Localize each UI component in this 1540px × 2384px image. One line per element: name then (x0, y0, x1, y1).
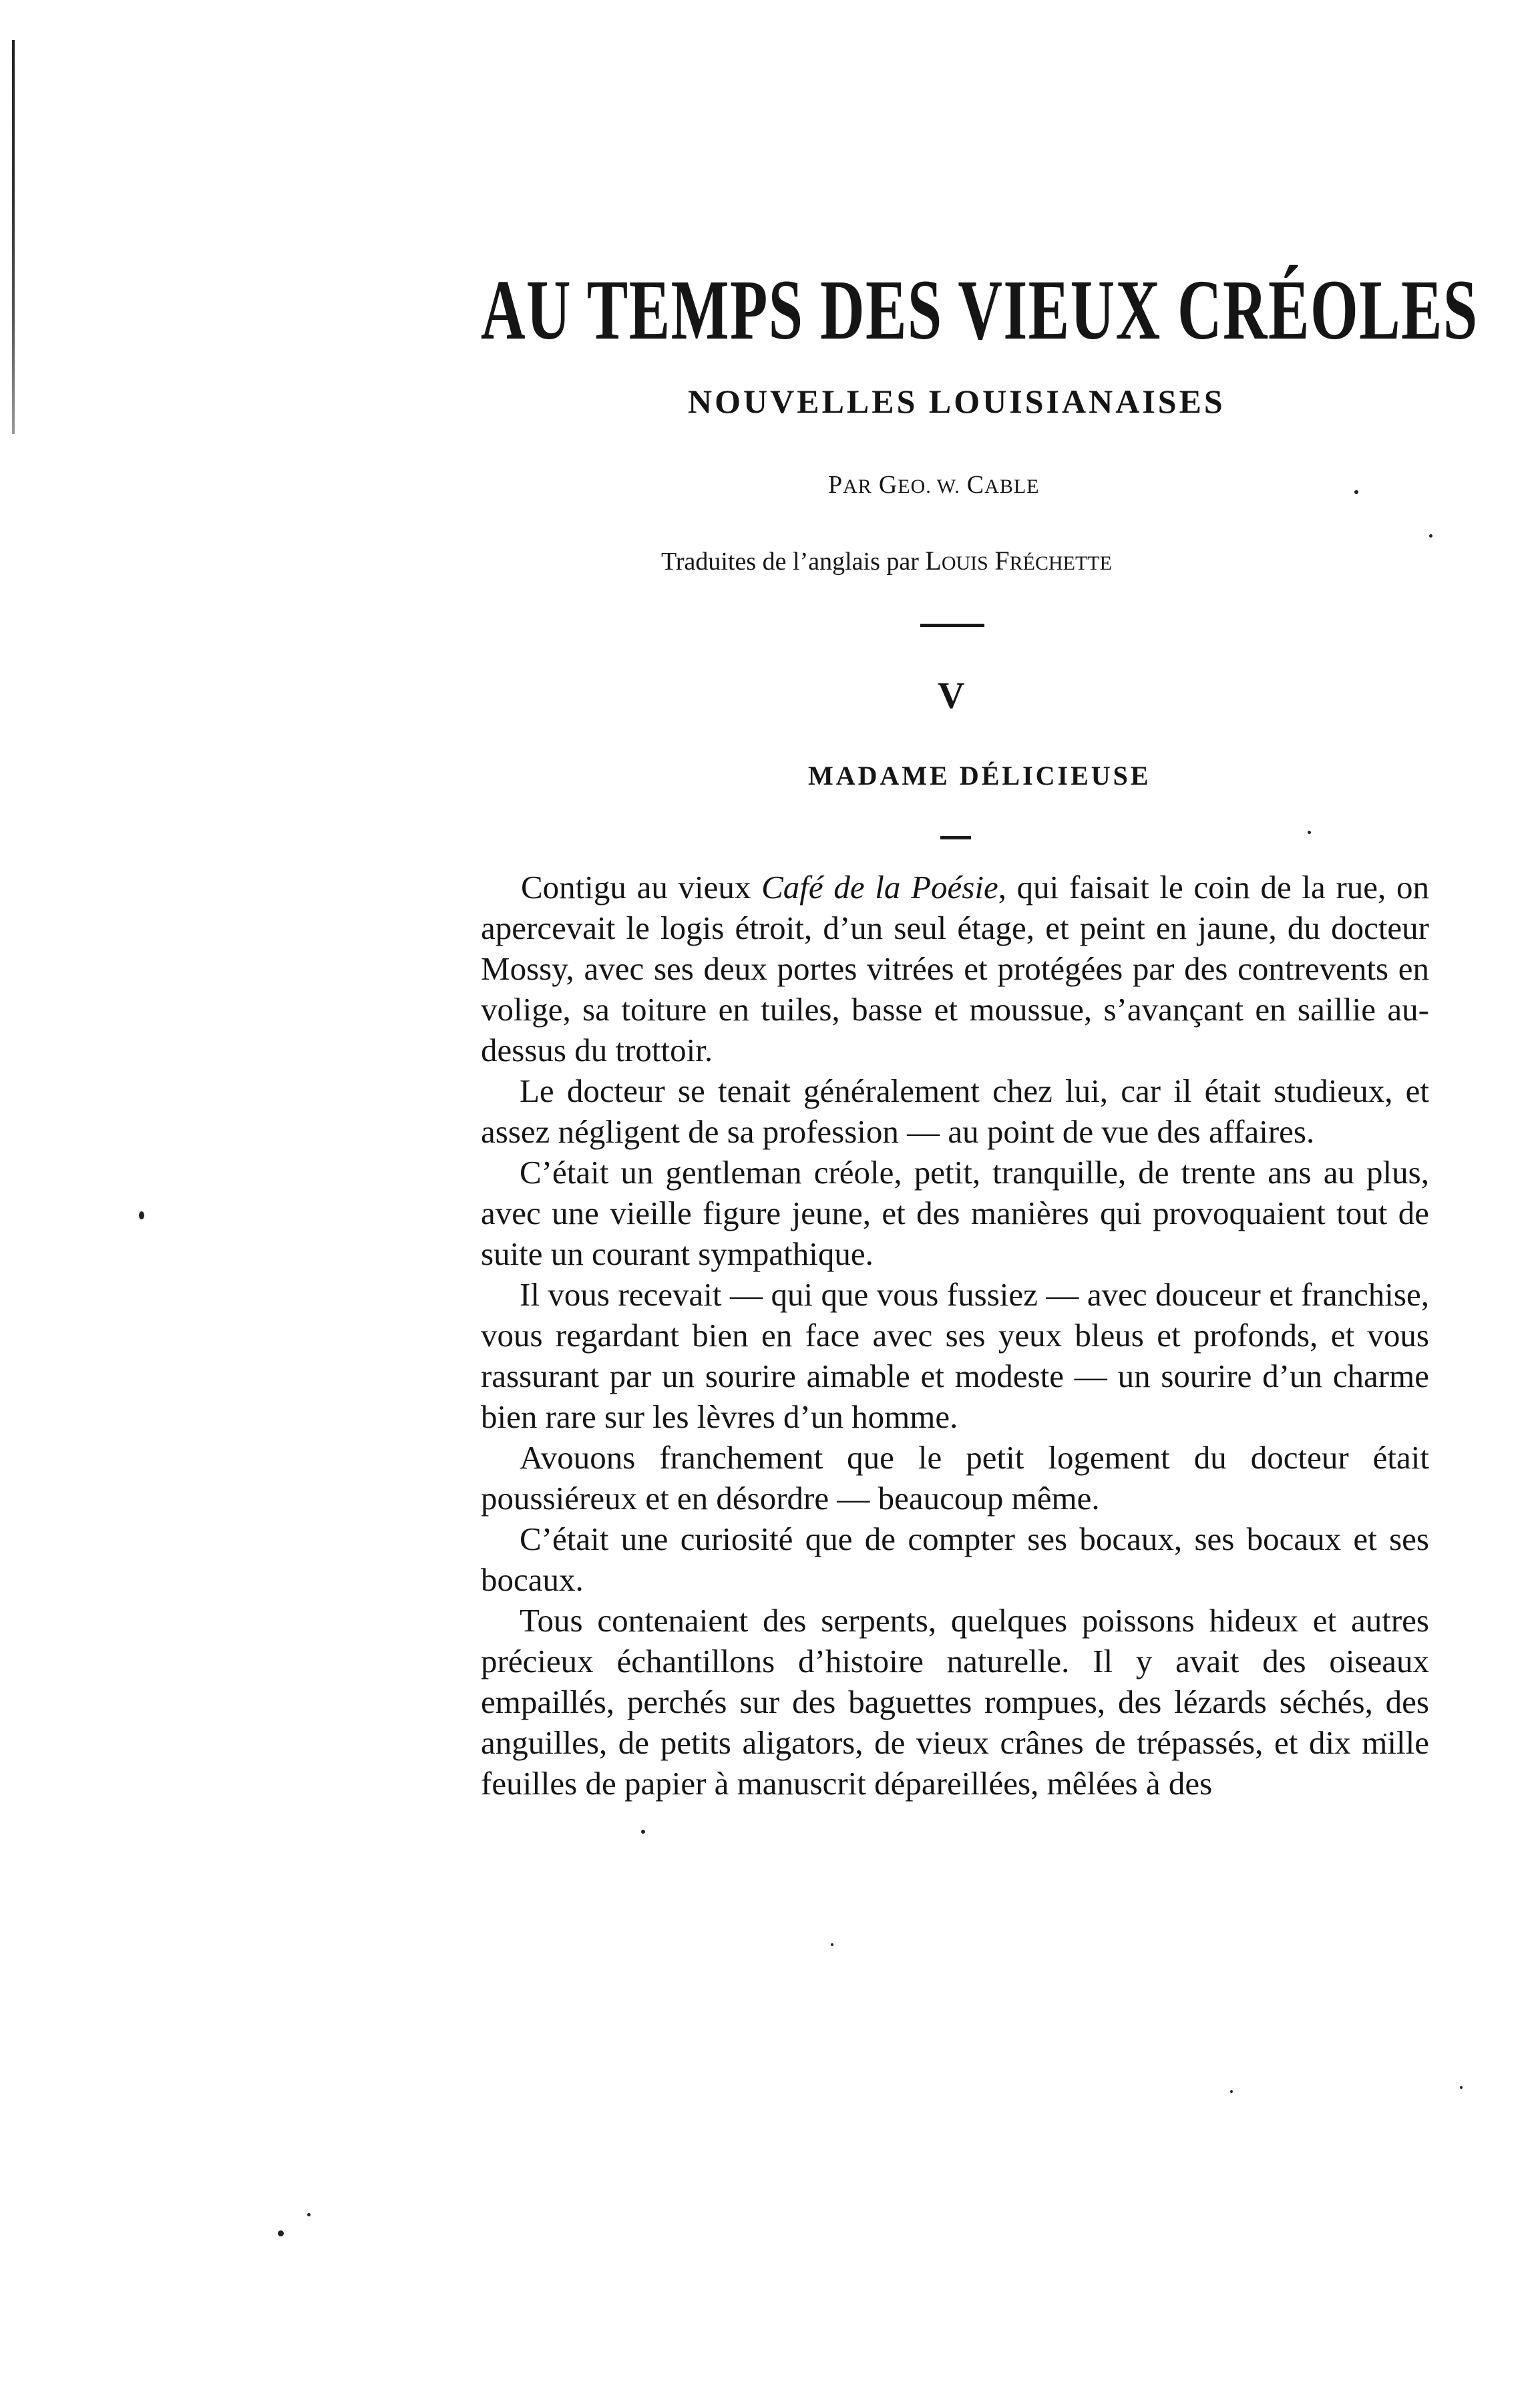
binding-edge (12, 40, 15, 434)
chapter-title: MADAME DÉLICIEUSE (808, 761, 1151, 791)
paragraph: Tous contenaient des serpents, quelques poissons hideux et autres précieux échantillons d’histoire naturelle. Il y avait des oiseaux empaillés, perchés sur des baguettes rompues, des lézards séchés, des anguilles, de petits aligators, de vieux crânes de trépassés, et dix mille feuilles de papier à manuscrit dépareillées, mêlées à des (481, 1602, 1429, 1802)
scan-speck (278, 2230, 284, 2236)
paragraph: Contigu au vieux Café de la Poésie, qui faisait le coin de la rue, on apercevait le logis étroit, d’un seul étage, et peint en jaune, du docteur Mossy, avec ses deux portes vitrées et protégées par des contrevents en volige, sa toiture en tuiles, basse et moussue, s’avançant en saillie au-dessus du trottoir. (481, 869, 1429, 1068)
scan-speck (1354, 490, 1358, 494)
section-divider (920, 624, 984, 627)
scan-speck (1460, 2086, 1463, 2089)
scan-speck (831, 1943, 833, 1946)
translator-credit: Traduites de l’anglais par LOUIS FRÉCHETTE (661, 546, 1112, 576)
italic-title: Café de la Poésie (761, 869, 998, 906)
chapter-number: V (938, 675, 965, 717)
scan-speck (1429, 534, 1432, 538)
scan-speck (307, 2213, 311, 2216)
paragraph: Le docteur se tenait généralement chez lui, car il était studieux, et assez négligent de sa profession — au point de vue des affaires. (481, 1072, 1429, 1150)
paragraph: Avouons franchement que le petit logement du docteur était poussiéreux et en désordre — beaucoup même. (481, 1439, 1429, 1517)
book-subtitle: NOUVELLES LOUISIANAISES (688, 383, 1225, 420)
scan-speck (139, 1211, 144, 1219)
body-text (481, 867, 1429, 1804)
paragraph: C’était un gentleman créole, petit, tranquille, de trente ans au plus, avec une vieille figure jeune, et des manières qui provoquaient tout de suite un courant sympathique. (481, 1154, 1429, 1272)
scan-speck (1230, 2090, 1233, 2093)
scan-speck (1308, 831, 1311, 834)
paragraph: C’était une curiosité que de compter ses bocaux, ses bocaux et ses bocaux. (481, 1521, 1429, 1598)
chapter-divider (940, 836, 971, 839)
paragraph: Il vous recevait — qui que vous fussiez — avec douceur et franchise, vous regardant bien en face avec ses yeux bleus et profonds, et vous rassurant par un sourire aimable et modeste — un sourire d’un charme bien rare sur les lèvres d’un homme. (481, 1276, 1429, 1435)
scan-speck (641, 1830, 645, 1834)
author-byline: PAR GEO. W. CABLE (828, 471, 1040, 499)
book-title: AU TEMPS DES VIEUX CRÉOLES (481, 262, 1479, 357)
